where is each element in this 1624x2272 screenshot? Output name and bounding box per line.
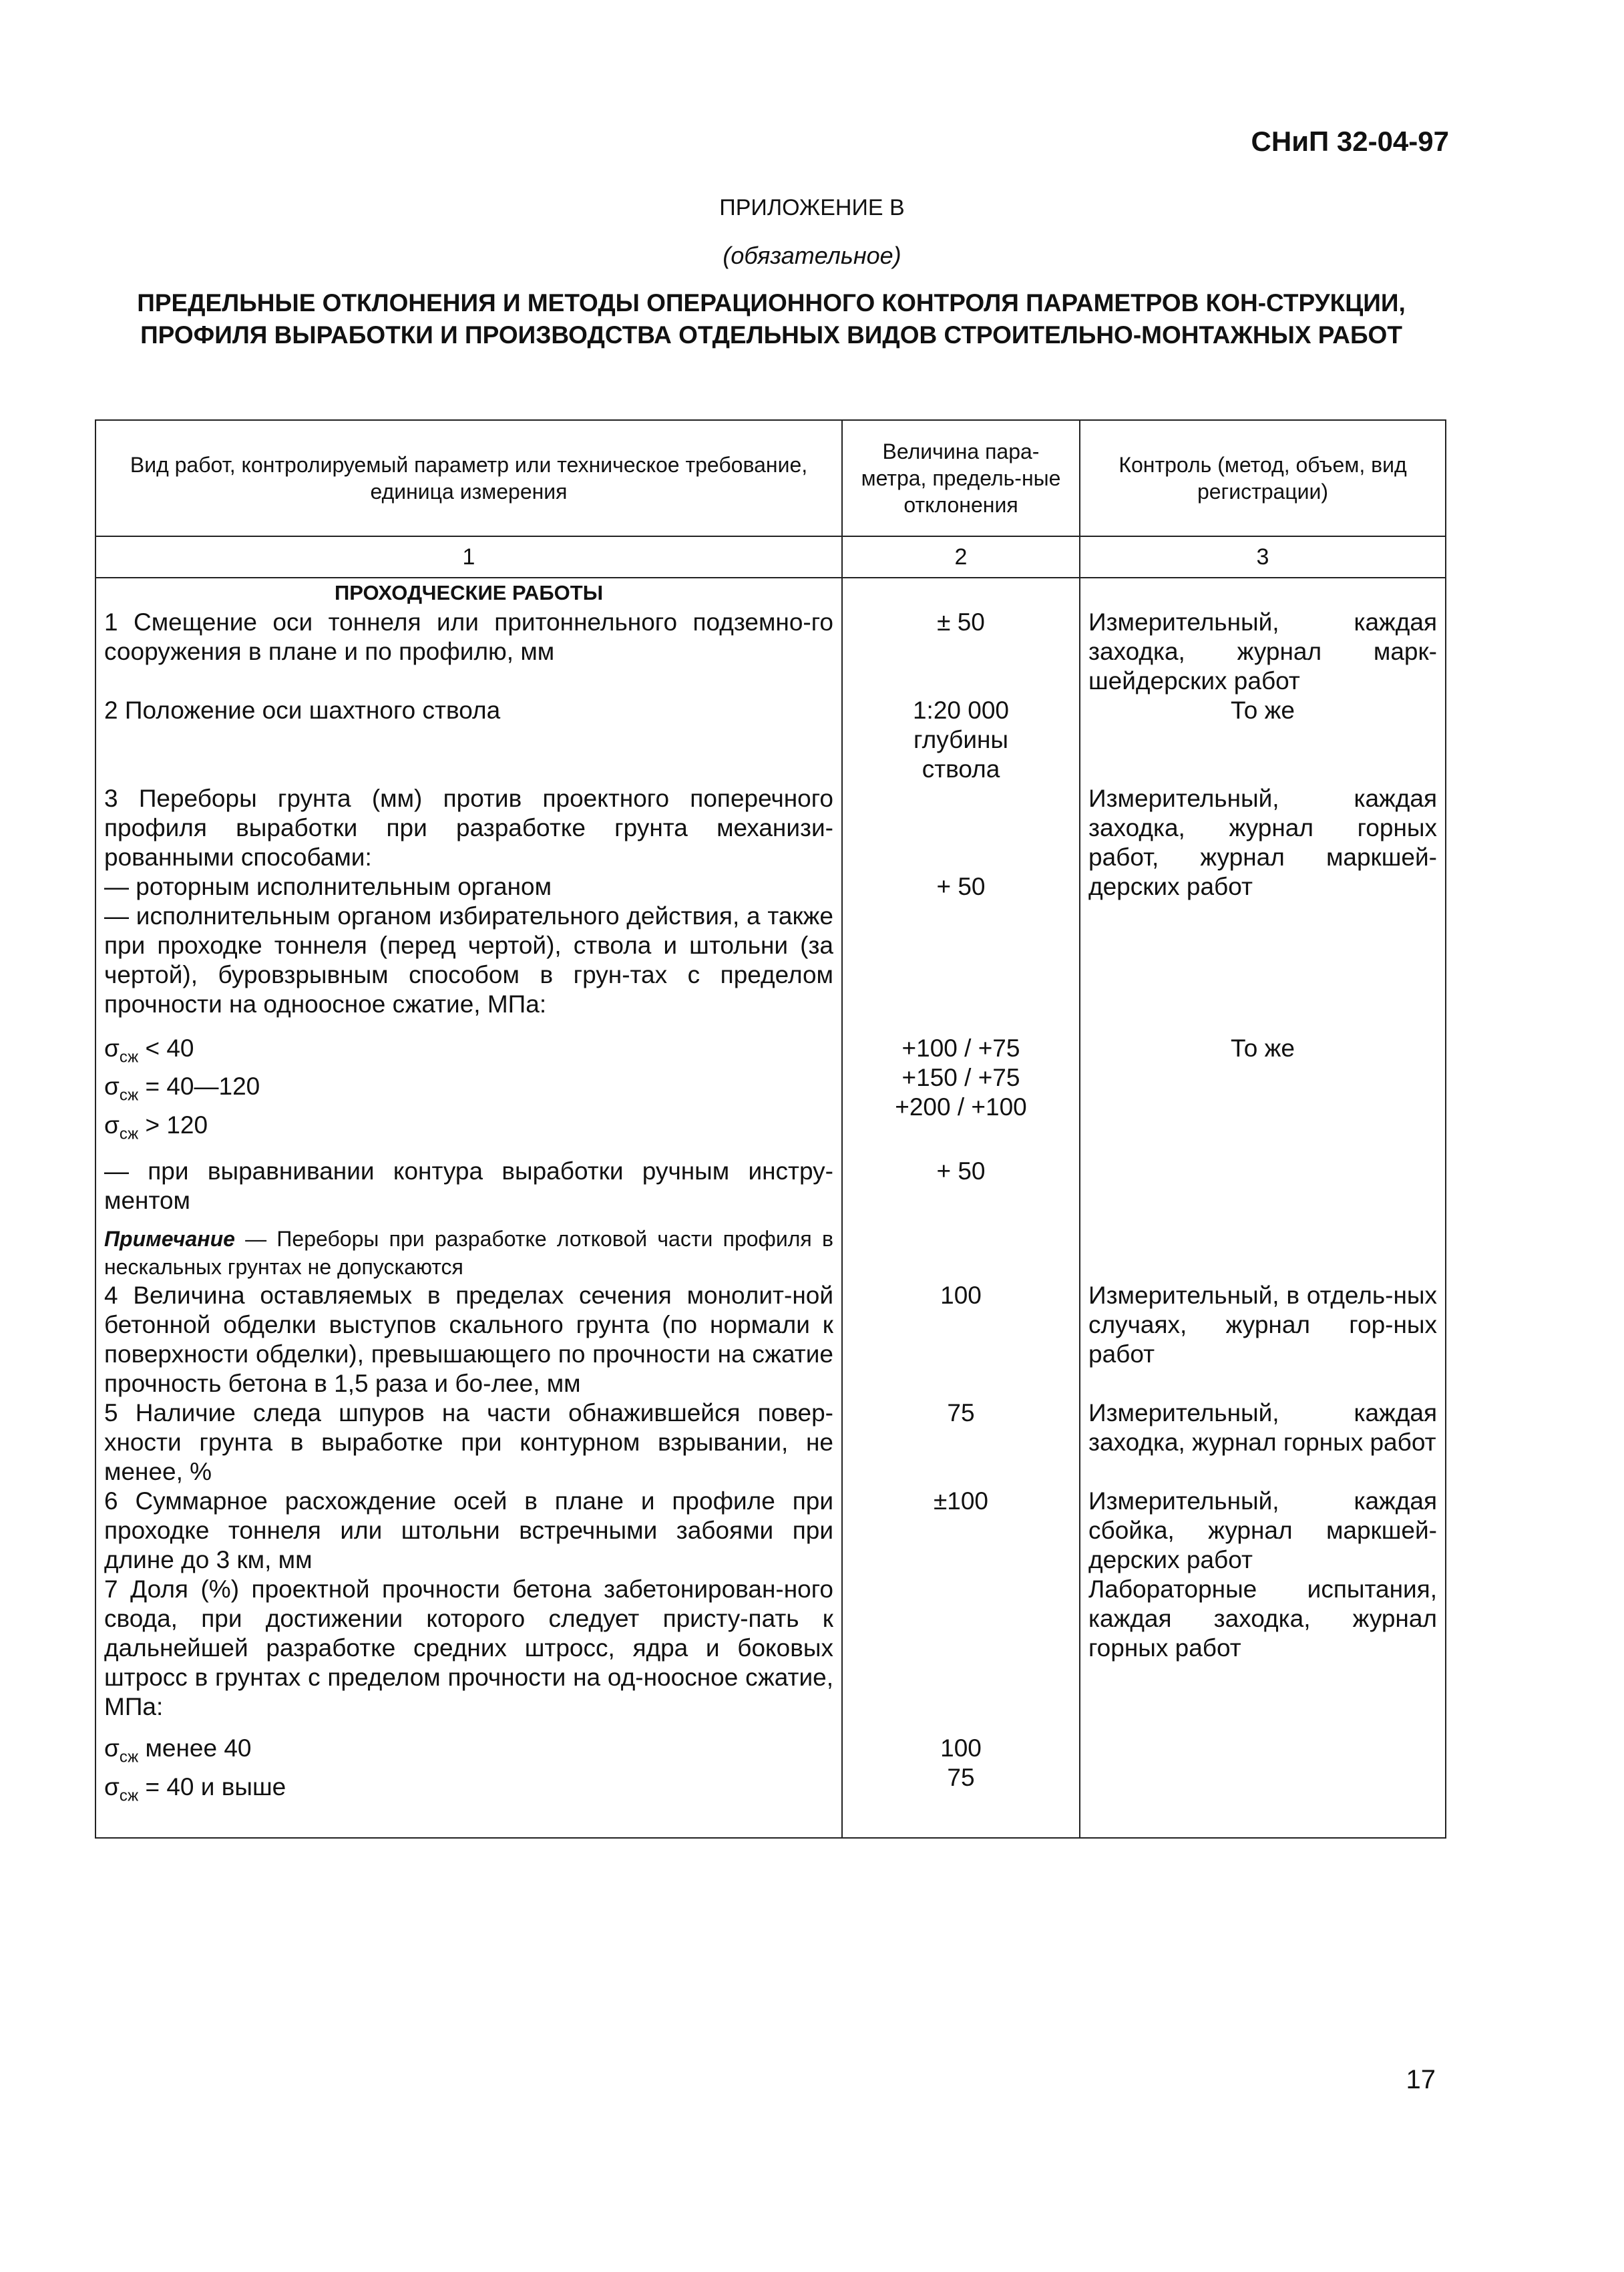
appendix-title: ПРИЛОЖЕНИЕ В [719,195,905,220]
column-number: 2 [842,536,1080,578]
table-header-row [95,420,1446,536]
row-text [95,784,842,1019]
sigma-conditions [95,1722,842,1838]
row-text-manual: — при выравнивании контура выработки ручным инстру-ментом [95,1149,842,1215]
row-value: ± 50 [842,608,1080,696]
section-row [95,578,1446,608]
row-text: 2 Положение оси шахтного ствола [95,696,842,784]
sigma-value: +100 / +75 [901,1034,1020,1062]
sigma-condition: $\sigma_{сж}$ = 40—120 [104,1073,260,1105]
table-row [95,608,1446,696]
row-control: Измерительный, каждая сбойка, журнал маркшей-дерских работ [1080,1487,1446,1575]
page-number: 17 [1406,2065,1436,2094]
table-row-sigma [95,1722,1446,1838]
table-row [95,1487,1446,1575]
sigma-values [842,1019,1080,1149]
appendix-subtitle: (обязательное) [723,242,901,269]
column-number: 1 [95,536,842,578]
table-row [95,1575,1446,1722]
header-control-method: Контроль (метод, объем, вид регистрации) [1080,420,1446,536]
document-code: СНиП 32-04-97 [1251,126,1449,157]
row-text-selective: — исполнительным органом избирательного действия, а также при проходке тоннеля (перед чертой), ствола и штольни (за чертой), буровзрывным способом в грун-тах с пределом прочности на одноосное сжатие, МПа: [104,902,833,1018]
sigma-value: 100 [940,1734,982,1762]
row-control: Измерительный, каждая заходка, журнал горных работ [1080,1398,1446,1487]
row-text: 1 Смещение оси тоннеля или притоннельного подземно-го сооружения в плане и по профилю, мм [95,608,842,696]
note-text: — Переборы при разработке лотковой части профиля в нескальных грунтах не допускаются [104,1227,833,1280]
sigma-value: 75 [947,1764,975,1792]
header-work-type: Вид работ, контролируемый параметр или техническое требование, единица измерения [95,420,842,536]
row-text-intro: 3 Переборы грунта (мм) против проектного поперечного профиля выработки при разработке грунта механизи-рованными способами: [104,785,833,871]
value-rotor: + 50 [936,873,986,900]
sigma-condition: $\sigma_{сж} = 40$ и выше [104,1772,286,1805]
sigma-condition: $\sigma_{сж} < 40$ [104,1034,194,1067]
column-number: 3 [1080,536,1446,578]
row-text: 4 Величина оставляемых в пределах сечения монолит-ной бетонной обделки выступов скального грунта (по нормали к поверхности обделки), превышающего по прочности на сжатие прочность бетона в 1,5 раза и бо-лее, мм [95,1281,842,1398]
main-title: ПРЕДЕЛЬНЫЕ ОТКЛОНЕНИЯ И МЕТОДЫ ОПЕРАЦИОННОГО КОНТРОЛЯ ПАРАМЕТРОВ КОН-СТРУКЦИИ, ПРОФИЛЯ ВЫРАБОТКИ И ПРОИЗВОДСТВА ОТДЕЛЬНЫХ ВИДОВ СТРОИТЕЛЬНО-МОНТАЖНЫХ РАБОТ [137,289,1406,349]
sigma-control: То же [1080,1019,1446,1149]
row-control: Лабораторные испытания, каждая заходка, журнал горных работ [1080,1575,1446,1722]
sigma-value: +150 / +75 [901,1064,1020,1091]
section-heading: ПРОХОДЧЕСКИЕ РАБОТЫ [95,578,842,608]
value-line: 1:20 000 [912,697,1010,724]
table-row-note [95,1215,1446,1281]
table-row-manual [95,1149,1446,1215]
table-row [95,1281,1446,1398]
row-control: Измерительный, каждая заходка, журнал марк-шейдерских работ [1080,608,1446,696]
row-value: ±100 [842,1487,1080,1575]
row-text: 6 Суммарное расхождение осей в плане и профиле при проходке тоннеля или штольни встречными забоями при длине до 3 км, мм [95,1487,842,1575]
value-line: ствола [922,755,1000,783]
row-value: 75 [842,1398,1080,1487]
sigma-condition: $\sigma_{сж} > 120$ [104,1111,208,1143]
row-control: Измерительный, каждая заходка, журнал горных работ, журнал маркшей-дерских работ [1080,784,1446,1019]
row-value: 100 [842,1281,1080,1398]
header-parameter-value: Величина пара-метра, предель-ные отклонения [842,420,1080,536]
row-text-rotor: — роторным исполнительным органом [104,873,552,900]
value-manual: + 50 [842,1149,1080,1215]
row-value [842,696,1080,784]
value-line: глубины [913,726,1009,753]
control-table [95,419,1446,1839]
row-control: То же [1080,696,1446,784]
column-number-row [95,536,1446,578]
row-value [842,784,1080,1019]
sigma-value: +200 / +100 [895,1093,1027,1121]
row-text: 5 Наличие следа шпуров на части обнажившейся повер-хности грунта в выработке при контурном взрывании, не менее, % [95,1398,842,1487]
sigma-conditions [95,1019,842,1149]
row-text: 7 Доля (%) проектной прочности бетона забетонирован-ного свода, при достижении которого следует присту-пать к дальнейшей разработке средних штросс, ядра и боковых штросс в грунтах с пределом прочности на од-ноосное сжатие, МПа: [95,1575,842,1722]
row-control: Измерительный, в отдель-ных случаях, журнал гор-ных работ [1080,1281,1446,1398]
sigma-values [842,1722,1080,1838]
table-row-sigma [95,1019,1446,1149]
table-row [95,696,1446,784]
row-note [95,1215,842,1281]
sigma-condition: $\sigma_{сж}$ менее 40 [104,1734,252,1766]
table-row [95,1398,1446,1487]
note-label: Примечание [104,1227,235,1252]
table-row [95,784,1446,1019]
